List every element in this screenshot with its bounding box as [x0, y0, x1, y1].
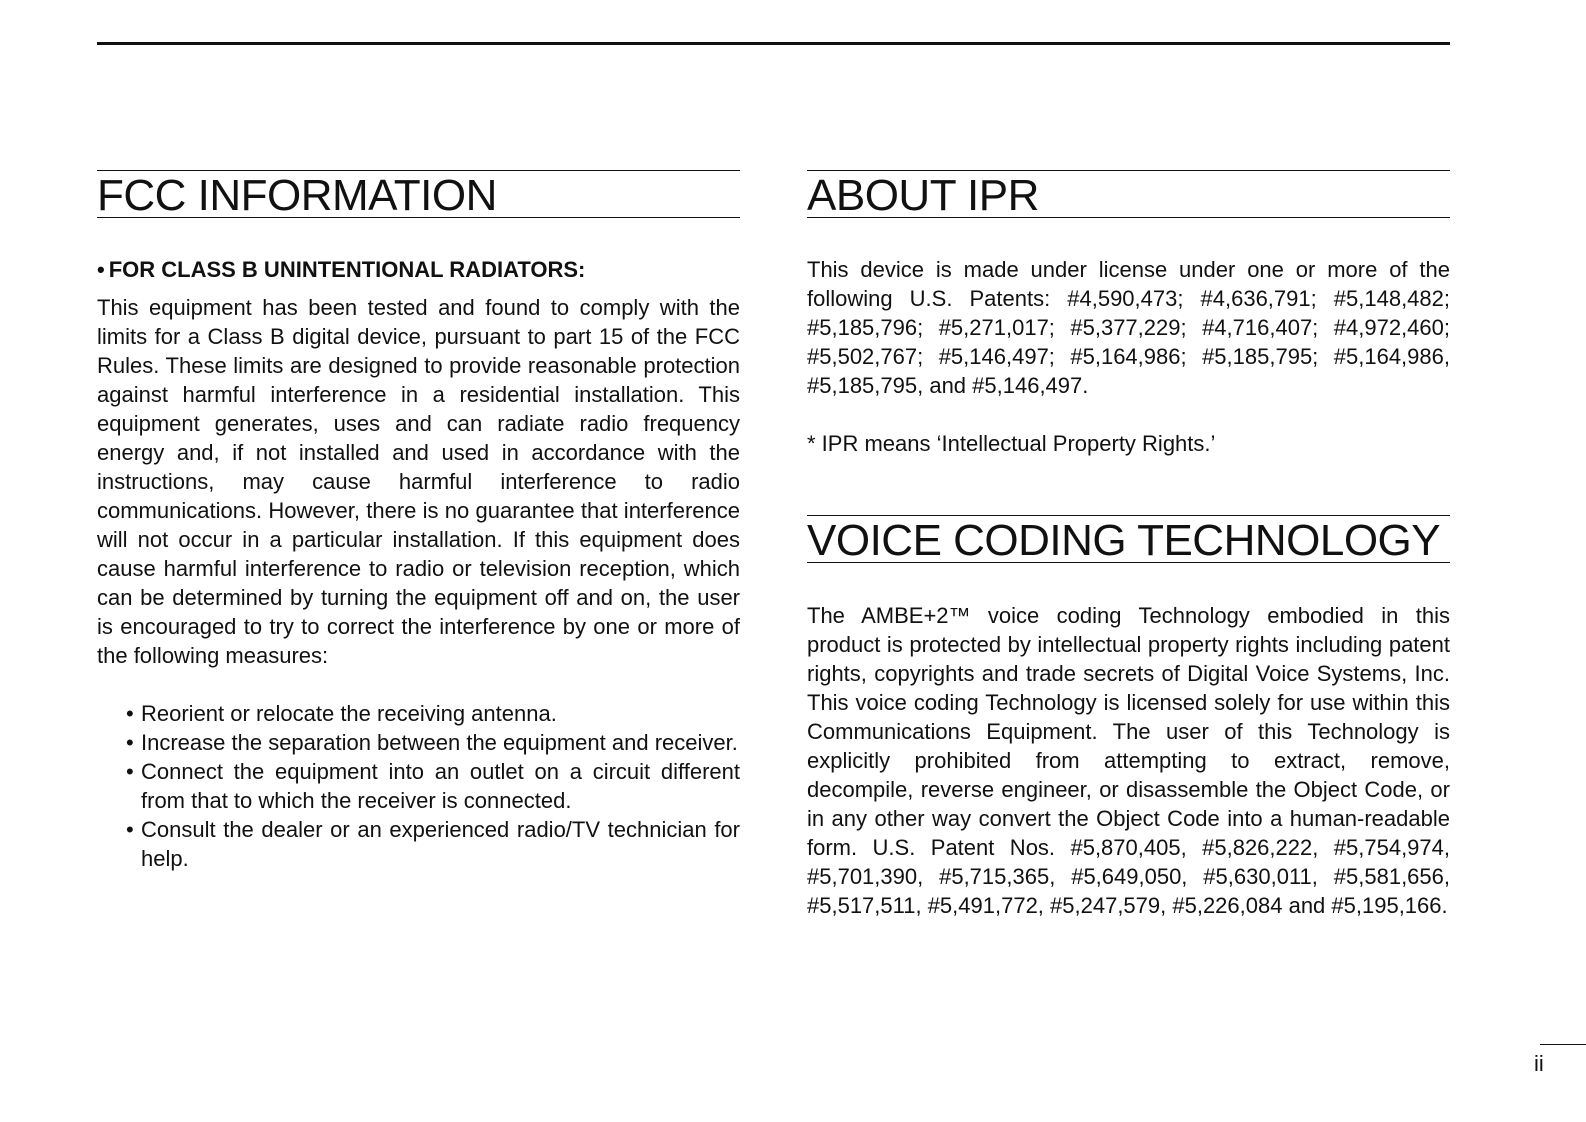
fcc-measures-list — [126, 699, 740, 873]
voice-coding-heading: VOICE CODING TECHNOLOGY — [807, 515, 1450, 563]
top-rule — [97, 42, 1450, 45]
fcc-section — [97, 170, 740, 873]
list-item — [126, 699, 740, 728]
fcc-subheading — [97, 255, 740, 284]
voice-coding-body-text: The AMBE+2™ voice coding Technology embodied in this product is protected by intellectual property rights including patent rights, copyrights and trade secrets of Digital Voice Systems, Inc. This voice coding Technology is licensed solely for use within this Communications Equipment. The user of this Technology is explicitly prohibited from attempting to extract, remove, decompile, reverse engineer, or disassemble the Object Code, or in any other way convert the Object Code into a human-readable form. U.S. Patent Nos. #5,870,405, #5,826,222, #5,754,974, #5,701,390, #5,715,365, #5,649,050, #5,630,011, #5,581,656, #5,517,511, #5,491,772, #5,247,579, #5,226,084 and #5,195,166. — [807, 603, 1450, 918]
bullet-icon: • — [126, 701, 134, 726]
measure-text: Consult the dealer or an experienced radio/TV technician for help. — [141, 817, 740, 871]
measure-text: Increase the separation between the equipment and receiver. — [141, 730, 738, 755]
ipr-note: * IPR means ‘Intellectual Property Rights.’ — [807, 431, 1216, 456]
ipr-heading: ABOUT IPR — [807, 170, 1450, 218]
ipr-body-text: This device is made under license under one or more of the following U.S. Patents: #4,590,473; #4,636,791; #5,148,482; #5,185,796; #5,271,017; #5,377,229; #4,716,407; #4,972,460; #5,502,767; #5,146,497; #5,164,986; #5,185,795; #5,164,986, #5,185,795, and #5,146,497. — [807, 257, 1450, 398]
fcc-heading: FCC INFORMATION — [97, 170, 740, 218]
voice-coding-section — [807, 515, 1450, 920]
fcc-body-text: This equipment has been tested and found to comply with the limits for a Class B digital device, pursuant to part 15 of the FCC Rules. These limits are designed to provide reasonable protection against harmful interference in a residential installation. This equipment generates, uses and can radiate radio frequency energy and, if not installed and used in accordance with the instructions, may cause harmful interference to radio communications. However, there is no guarantee that interference will not occur in a particular installation. If this equipment does cause harmful interference to radio or television reception, which can be determined by turning the equipment off and on, the user is encouraged to try to correct the interference by one or more of the following measures: — [97, 295, 740, 668]
bullet-icon: • — [126, 730, 134, 755]
fcc-subheading-text: FOR CLASS B UNINTENTIONAL RADIATORS: — [108, 257, 586, 282]
page-number: ii — [1540, 1044, 1586, 1077]
ipr-section — [807, 170, 1450, 458]
right-column — [807, 170, 1450, 920]
bullet-icon: • — [97, 257, 105, 282]
list-item — [126, 815, 740, 873]
bullet-icon: • — [126, 817, 134, 842]
measure-text: Reorient or relocate the receiving antenna. — [141, 701, 557, 726]
list-item — [126, 728, 740, 757]
bullet-icon: • — [126, 759, 134, 784]
measure-text: Connect the equipment into an outlet on a circuit different from that to which the receiver is connected. — [141, 759, 740, 813]
list-item — [126, 757, 740, 815]
